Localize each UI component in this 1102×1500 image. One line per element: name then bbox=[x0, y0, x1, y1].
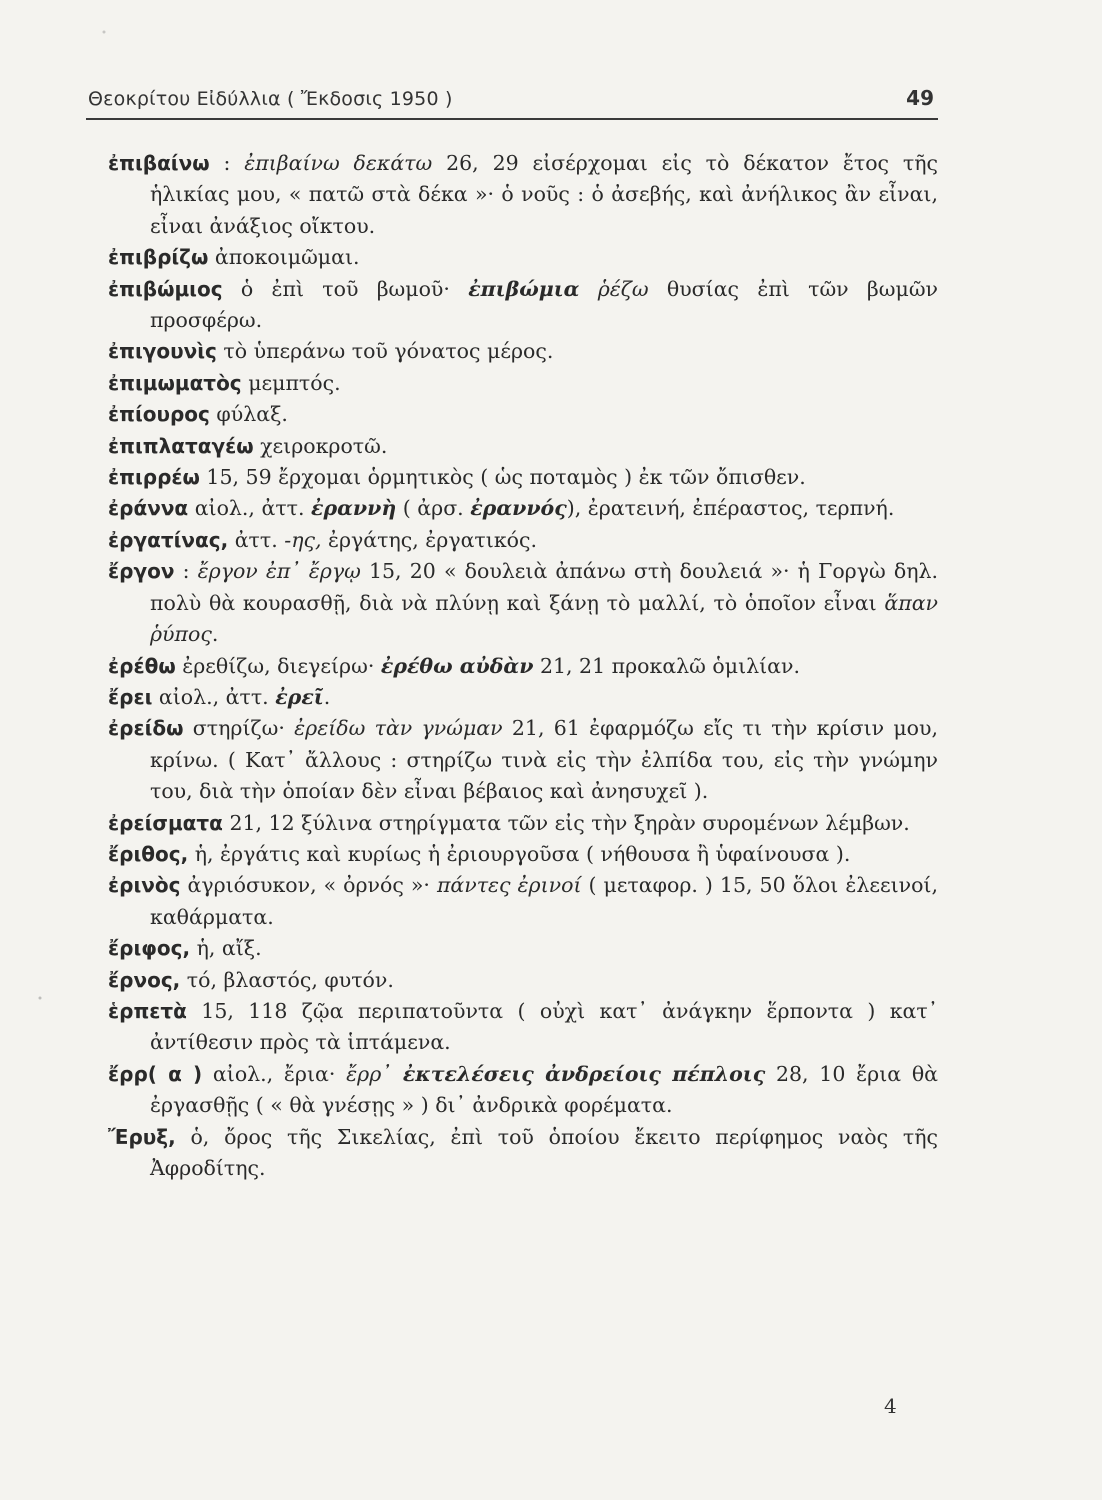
entry-quote-bold: ἐκτελέσεις ἀνδρείοις πέπλοις bbox=[391, 1061, 766, 1086]
entry-quote: -ης, bbox=[284, 527, 322, 552]
entry-definition-text: 21, 12 ξύλινα στηρίγματα τῶν εἰς τὴν ξηρὰν συρομένων λέμβων. bbox=[222, 810, 910, 835]
entry-definition-text: ( μεταφορ. ) 15, 50 ὅλοι ἐλεεινοί, καθάρματα. bbox=[150, 873, 938, 929]
entry-headword: ἐρέθω bbox=[108, 653, 176, 678]
header-title: Θεοκρίτου Εἰδύλλια ( Ἔκδοσις 1950 ) bbox=[88, 88, 453, 110]
entry-quote-bold: ἐρέθω αὐδὰν bbox=[380, 653, 534, 678]
header-rule bbox=[86, 118, 938, 120]
entry-definition-text: αἰολ., ἀττ. bbox=[188, 496, 312, 521]
glossary-entry bbox=[108, 493, 938, 524]
glossary-entry bbox=[108, 996, 938, 1059]
entry-definition-text: 15, 118 ζῷα περιπατοῦντα ( οὐχὶ κατ᾿ ἀνάγκην ἕρποντα ) κατ᾿ ἀντίθεσιν πρὸς τὰ ἱπτάμενα. bbox=[150, 998, 938, 1055]
entry-headword: Ἔρυξ, bbox=[108, 1124, 176, 1149]
glossary-entry bbox=[108, 431, 938, 462]
glossary-entry bbox=[108, 368, 938, 399]
entry-quote-bold: ἐρεῖ bbox=[275, 684, 324, 709]
entry-definition-text: στηρίζω· bbox=[183, 716, 295, 741]
entry-headword: ἔρει bbox=[108, 684, 153, 709]
entry-headword: ἐπίουρος bbox=[108, 402, 210, 427]
entry-quote-bold: ἐραννός bbox=[470, 496, 567, 521]
entry-definition-text: 15, 20 « δουλειὰ ἀπάνω στὴ δουλειά »· ἡ Γοργὼ δηλ. πολὺ θὰ κουρασθῇ, διὰ νὰ πλύνῃ καὶ ξάνῃ τὸ μαλλί, τὸ ὁποῖον εἶναι bbox=[150, 559, 938, 615]
entry-headword: ἐρινὸς bbox=[108, 873, 181, 898]
glossary-entry bbox=[108, 870, 938, 933]
entry-definition-text: αἰολ., ἀττ. bbox=[152, 684, 276, 709]
entry-definition-text: ἐρεθίζω, διεγείρω· bbox=[175, 653, 381, 678]
entry-definition-text: 15, 59 ἔρχομαι ὁρμητικὸς ( ὡς ποταμὸς ) ἐκ τῶν ὄπισθεν. bbox=[199, 465, 806, 490]
entry-headword: ἔρρ( α ) bbox=[108, 1061, 203, 1086]
entry-headword: ἐπιβαίνω bbox=[108, 151, 210, 175]
entry-definition-text: 21, 21 προκαλῶ ὁμιλίαν. bbox=[533, 653, 800, 678]
entry-definition-text: τὸ ὑπεράνω τοῦ γόνατος μέρος. bbox=[216, 339, 554, 364]
entry-headword: ἐρείσματα bbox=[108, 810, 223, 835]
entry-definition-text: ἡ, ἐργάτις καὶ κυρίως ἡ ἐριουργοῦσα ( νήθουσα ἢ ὑφαίνουσα ). bbox=[188, 841, 851, 866]
entry-definition-text: ), ἐρατεινή, ἐπέραστος, τερπνή. bbox=[566, 496, 895, 521]
glossary-entry bbox=[108, 933, 938, 964]
entry-definition-text: τό, βλαστός, φυτόν. bbox=[180, 967, 394, 992]
entry-headword: ἐπιπλαταγέω bbox=[108, 433, 254, 458]
glossary-entry bbox=[108, 525, 938, 556]
entry-quote: ἐπιβαίνω δεκάτω bbox=[244, 151, 433, 175]
entry-quote-bold: ἐπιβώμια bbox=[468, 276, 580, 301]
running-header bbox=[88, 84, 936, 116]
glossary-entry bbox=[108, 274, 938, 337]
entry-definition-text: 28, 10 ἔρια θὰ ἐργασθῇς ( « θὰ γνέσῃς » ) δι᾿ ἀνδρικὰ φορέματα. bbox=[150, 1061, 939, 1118]
glossary-entry bbox=[108, 682, 938, 713]
signature-mark: 4 bbox=[884, 1394, 897, 1418]
glossary-entry bbox=[108, 399, 938, 430]
entry-headword: ἔριφος, bbox=[108, 936, 191, 961]
entry-definition-text: ἀγριόσυκον, « ὀρνός »· bbox=[180, 873, 437, 898]
entry-headword: ἐπιγουνὶς bbox=[108, 339, 217, 364]
entry-definition-text: . bbox=[211, 622, 219, 647]
entry-headword: ἐπιμωματὸς bbox=[108, 370, 242, 395]
glossary-entry bbox=[108, 713, 938, 807]
page-number: 49 bbox=[906, 86, 934, 110]
entry-definition-text: ( ἀρσ. bbox=[396, 496, 471, 521]
entry-definition-text: . bbox=[323, 684, 331, 709]
entry-definition-text: θυσίας ἐπὶ τῶν βωμῶν προσφέρω. bbox=[150, 276, 938, 333]
dust-speck bbox=[39, 997, 42, 1000]
glossary-entry bbox=[108, 1122, 938, 1185]
entry-quote-bold: ἐραννὴ bbox=[311, 496, 397, 521]
entry-quote: ῥέζω bbox=[579, 276, 649, 301]
entry-definition-text: μεμπτός. bbox=[241, 370, 341, 395]
entry-headword: ἔριθος, bbox=[108, 841, 189, 866]
glossary-entry bbox=[108, 556, 938, 650]
entry-quote: ἔργον ἐπ᾿ ἔργῳ bbox=[197, 559, 361, 584]
dust-speck bbox=[103, 31, 106, 34]
entry-headword: ἐρείδω bbox=[108, 716, 184, 741]
entry-definition-text: ὁ, ὄρος τῆς Σικελίας, ἐπὶ τοῦ ὁποίου ἔκειτο περίφημος ναὸς τῆς Ἀφροδίτης. bbox=[150, 1124, 938, 1180]
entry-definition-text: 26, 29 εἰσέρχομαι εἰς τὸ δέκατον ἔτος τῆς ἡλικίας μου, « πατῶ στὰ δέκα »· ὁ νοῦς : ὁ ἀσεβής, καὶ ἀνήλικος ἂν εἶναι, εἶναι ἀνάξιος οἴκτου. bbox=[150, 151, 938, 238]
glossary-entry bbox=[108, 651, 938, 682]
glossary-entries bbox=[108, 148, 938, 1184]
entry-headword: ἐπιβρίζω bbox=[108, 245, 209, 270]
glossary-entry bbox=[108, 965, 938, 996]
entry-headword: ἐργατίνας, bbox=[108, 527, 229, 552]
entry-definition-text: χειροκροτῶ. bbox=[253, 433, 388, 458]
entry-headword: ἐπιβώμιος bbox=[108, 276, 223, 301]
entry-definition-text: φύλαξ. bbox=[209, 402, 288, 427]
entry-headword: ἑρπετὰ bbox=[108, 998, 187, 1023]
glossary-entry bbox=[108, 462, 938, 493]
entry-definition-text: 21, 61 ἐφαρμόζω εἴς τι τὴν κρίσιν μου, κρίνω. ( Κατ᾿ ἄλλους : στηρίζω τινὰ εἰς τὴν ἐλπίδα του, εἰς τὴν γνώμην του, διὰ τὴν ὁποίαν δὲν εἶναι βέβαιος καὶ ἀνησυχεῖ ). bbox=[150, 716, 939, 804]
entry-definition-text: αἰολ., ἔρια· bbox=[202, 1061, 347, 1086]
entry-quote: ἐρείδω τὰν γνώμαν bbox=[294, 716, 503, 741]
glossary-entry bbox=[108, 242, 938, 273]
entry-quote: ἅπαν ῥύπος bbox=[150, 590, 938, 647]
entry-headword: ἔρνος, bbox=[108, 967, 181, 992]
glossary-entry bbox=[108, 839, 938, 870]
entry-definition-text: ὁ ἐπὶ τοῦ βωμοῦ· bbox=[222, 276, 469, 301]
entry-definition-text: ἐργάτης, ἐργατικός. bbox=[321, 527, 537, 552]
entry-headword: ἐπιρρέω bbox=[108, 465, 200, 490]
entry-definition-text: : bbox=[209, 151, 245, 175]
glossary-entry bbox=[108, 1059, 938, 1122]
entry-definition-text: : bbox=[174, 559, 198, 584]
entry-definition-text: ἀποκοιμῶμαι. bbox=[208, 245, 360, 270]
entry-definition-text: ἡ, αἴξ. bbox=[190, 936, 262, 961]
entry-quote: ἔρρ᾿ bbox=[346, 1061, 392, 1086]
entry-quote: πάντες ἐρινοί bbox=[436, 873, 582, 898]
glossary-entry bbox=[108, 148, 938, 242]
entry-definition-text: ἀττ. bbox=[228, 527, 285, 552]
glossary-entry bbox=[108, 336, 938, 367]
entry-headword: ἔργον bbox=[108, 559, 175, 584]
entry-headword: ἐράννα bbox=[108, 496, 189, 521]
glossary-entry bbox=[108, 808, 938, 839]
